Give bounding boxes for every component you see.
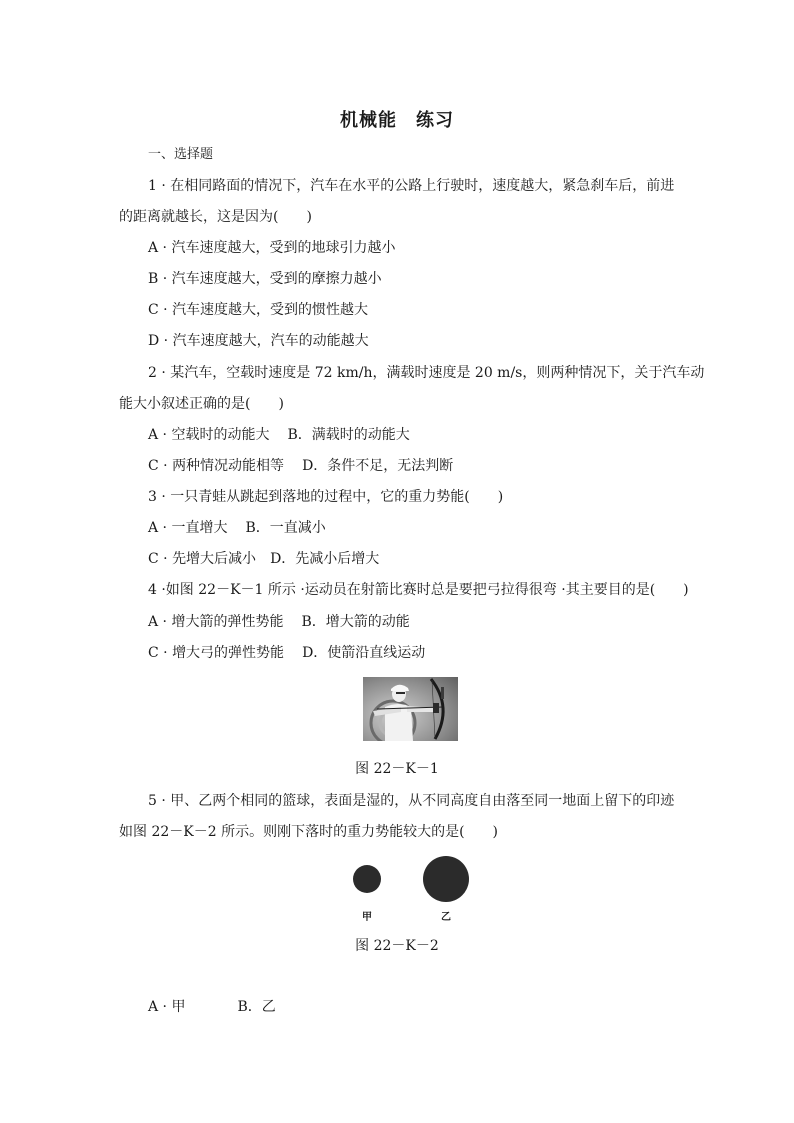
q3-options-cd — [148, 550, 379, 568]
archer-photo — [363, 677, 458, 741]
q2-option-c: C · 两种情况动能相等 — [148, 458, 285, 474]
q4-option-b: B．增大箭的动能 — [301, 614, 410, 630]
q1-option-a: A · 汽车速度越大，受到的地球引力越小 — [148, 240, 396, 256]
q1-stem-line1: 1 · 在相同路面的情况下，汽车在水平的公路上行驶时，速度越大，紧急刹车后，前进 — [148, 178, 675, 194]
figure1-caption: 图 22－K－1 — [355, 761, 439, 777]
ball-label-yi: 乙 — [441, 912, 451, 923]
q4-option-d: D．使箭沿直线运动 — [302, 645, 426, 661]
q5-options — [148, 998, 276, 1016]
q3-option-d: D．先减小后增大 — [270, 551, 380, 567]
q5-option-a: A · 甲 — [148, 999, 186, 1015]
q3-option-a: A · 一直增大 — [148, 520, 228, 536]
q2-options-cd — [148, 457, 453, 475]
ball-label-jia: 甲 — [362, 912, 372, 923]
q2-stem-line2: 能大小叙述正确的是( ) — [119, 396, 284, 412]
section-heading: 一、选择题 — [148, 147, 214, 162]
q1-option-d: D · 汽车速度越大，汽车的动能越大 — [148, 333, 369, 349]
q2-option-b: B．满载时的动能大 — [287, 427, 410, 443]
q3-stem: 3 · 一只青蛙从跳起到落地的过程中，它的重力势能( ) — [148, 489, 504, 505]
q5-option-b: B．乙 — [237, 999, 276, 1015]
q4-option-a: A · 增大箭的弹性势能 — [148, 614, 284, 630]
q4-stem: 4 ·如图 22－K－1 所示 ·运动员在射箭比赛时总是要把弓拉得很弯 ·其主要目的是( ) — [148, 582, 689, 598]
q3-option-c: C · 先增大后减小 — [148, 551, 257, 567]
q1-option-b: B · 汽车速度越大，受到的摩擦力越小 — [148, 271, 382, 287]
q4-option-c: C · 增大弓的弹性势能 — [148, 645, 285, 661]
page-title: 机械能 练习 — [340, 110, 454, 131]
q1-stem-line2: 的距离就越长，这是因为( ) — [119, 209, 312, 225]
q2-option-a: A · 空载时的动能大 — [148, 427, 270, 443]
q5-stem-line1: 5 · 甲、乙两个相同的篮球，表面是湿的，从不同高度自由落至同一地面上留下的印迹 — [148, 793, 675, 809]
q2-option-d: D．条件不足，无法判断 — [302, 458, 454, 474]
q4-options-cd — [148, 644, 425, 662]
figure2-caption: 图 22－K－2 — [355, 938, 439, 954]
q3-options-ab — [148, 519, 326, 537]
q2-options-ab — [148, 426, 410, 444]
q3-option-b: B．一直减小 — [245, 520, 326, 536]
q4-options-ab — [148, 613, 410, 631]
ball-imprint-small — [353, 865, 381, 893]
q1-option-c: C · 汽车速度越大，受到的惯性越大 — [148, 302, 369, 318]
q2-stem-line1: 2 · 某汽车，空载时速度是 72 km/h，满载时速度是 20 m/s，则两种情况下，关于汽车动 — [148, 365, 705, 381]
ball-imprint-large — [423, 856, 469, 902]
ball-imprints-figure — [340, 850, 480, 910]
q5-stem-line2: 如图 22－K－2 所示。则刚下落时的重力势能较大的是( ) — [119, 824, 499, 840]
